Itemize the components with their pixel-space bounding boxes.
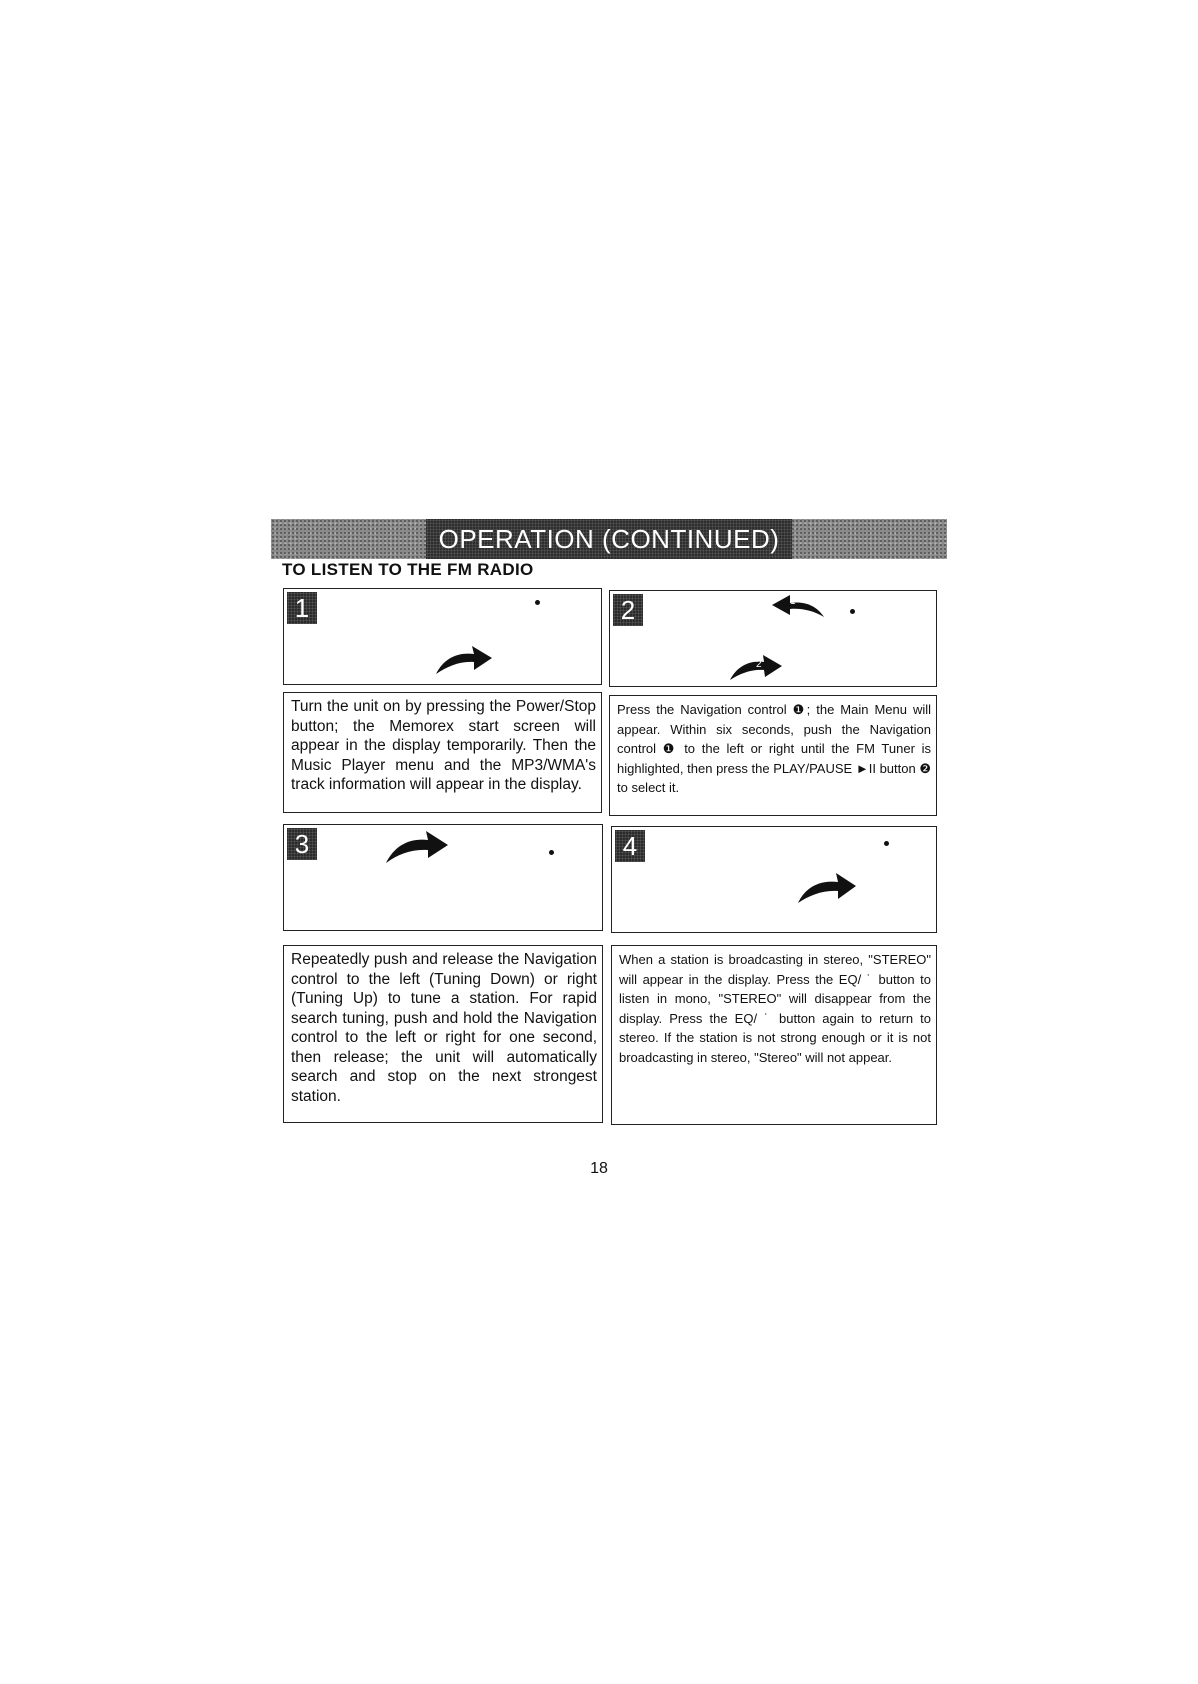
page-number: 18 (590, 1160, 608, 1177)
indicator-dot (549, 850, 554, 855)
step-4-text: When a station is broadcasting in stereo, "STEREO" will appear in the display. Press the EQ/ ˙ button to listen in mono, "STEREO" will disappear from the display. Press the EQ/ ˙ button again to return to stereo. If the station is not strong enough or it is not broadcasting in stereo, "Stereo" will not appear. (619, 952, 931, 1065)
step-4-badge: 4 (615, 830, 645, 862)
curved-arrow-icon (434, 644, 494, 678)
step-3-badge: 3 (287, 828, 317, 860)
step-1-illustration (283, 588, 602, 685)
step-1-text: Turn the unit on by pressing the Power/Stop button; the Memorex start screen will appear in the display temporarily. Then the Music Player menu and the MP3/WMA's track information will appear in the display. (291, 698, 596, 793)
curved-arrow-icon (796, 871, 858, 907)
indicator-dot (535, 600, 540, 605)
step-4-illustration (611, 826, 937, 933)
step-4-text-box (611, 945, 937, 1125)
step-3-illustration (283, 824, 603, 931)
arrow-label-2: 2 (756, 659, 762, 670)
step-1-badge: 1 (287, 592, 317, 624)
step-3-text-box (283, 945, 603, 1123)
curved-arrow-left-icon (770, 593, 826, 621)
curved-arrow-icon (384, 829, 450, 867)
section-heading: TO LISTEN TO THE FM RADIO (282, 560, 534, 579)
indicator-dot (884, 841, 889, 846)
step-2-badge: 2 (613, 594, 643, 626)
step-1-text-box (283, 692, 602, 813)
banner-title: OPERATION (CONTINUED) (438, 524, 780, 554)
indicator-dot (850, 609, 855, 614)
arrow-label-1: 1 (790, 596, 796, 607)
step-2-text-box (609, 695, 937, 816)
step-2-text: Press the Navigation control ❶; the Main Menu will appear. Within six seconds, push the Navigation control ❶ to the left or right until the FM Tuner is highlighted, then press the PLAY/PAUSE ►II button ❷ to select it. (617, 702, 931, 796)
section-banner (271, 519, 947, 559)
step-3-text: Repeatedly push and release the Navigation control to the left (Tuning Down) or right (Tuning Up) to tune a station. For rapid search tuning, push and hold the Navigation control to the left or right for one second, then release; the unit will automatically search and stop on the next strongest station. (291, 951, 597, 1105)
step-2-illustration (609, 590, 937, 687)
